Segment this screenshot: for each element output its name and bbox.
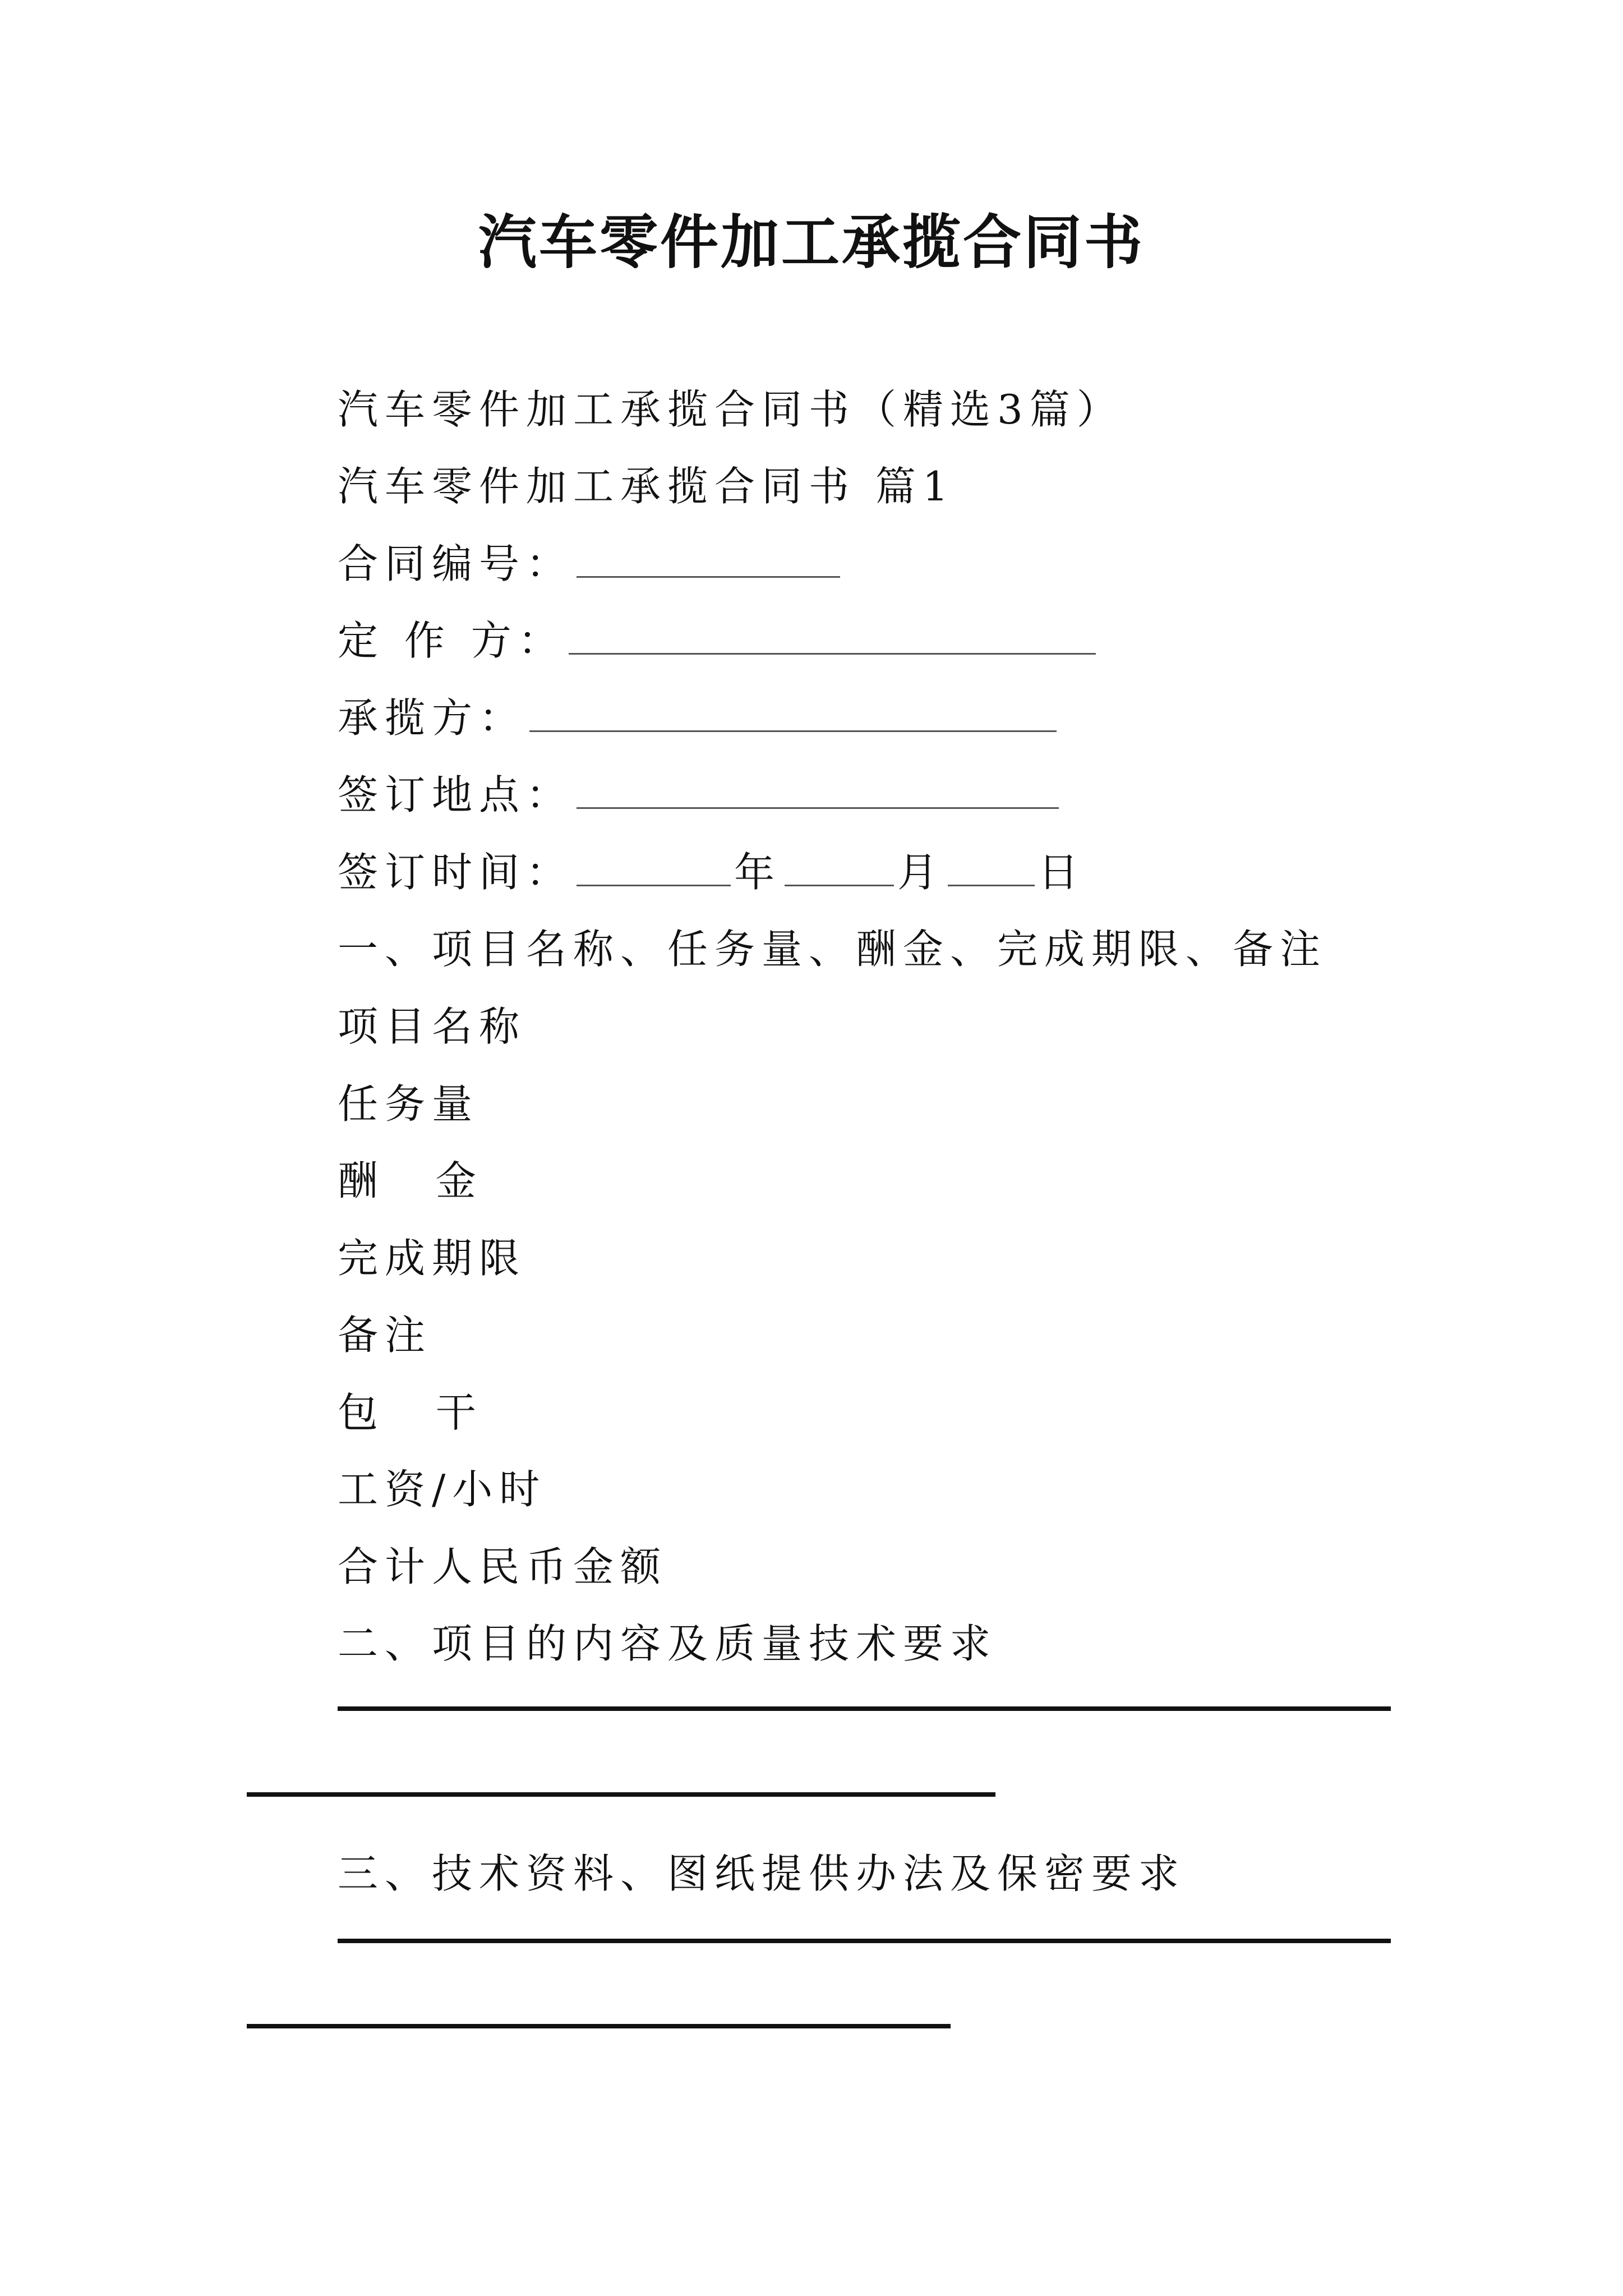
item-total-amount: 合计人民币金额: [338, 1543, 668, 1590]
part-heading: 汽车零件加工承揽合同书 篇1: [338, 463, 955, 510]
month-blank: [785, 853, 894, 886]
contractor-row: [338, 690, 1060, 746]
signing-place-row: [338, 767, 1062, 823]
day-blank: [948, 853, 1035, 886]
section-3-answer-line-2: [247, 2024, 951, 2028]
ordering-party-row: [338, 613, 1099, 669]
section-2-heading: 二、项目的内容及质量技术要求: [338, 1620, 998, 1667]
contract-number-blank: [577, 545, 840, 578]
document-subtitle: 汽车零件加工承揽合同书（精选3篇）: [338, 386, 1124, 433]
item-remarks: 备注: [338, 1312, 432, 1359]
contract-number-row: [338, 536, 843, 592]
signing-place-blank: [577, 776, 1059, 809]
signing-place-label: 签订地点：: [338, 771, 574, 818]
item-lump-sum: 包 干: [338, 1389, 499, 1436]
section-2-answer-line-1: [338, 1706, 1391, 1711]
month-label: 月: [897, 849, 945, 896]
day-label: 日: [1038, 849, 1086, 896]
item-hourly-wage: 工资/小时: [338, 1466, 547, 1513]
contract-number-label: 合同编号：: [338, 540, 574, 587]
item-project-name: 项目名称: [338, 1003, 527, 1050]
item-deadline: 完成期限: [338, 1235, 527, 1282]
ordering-party-blank: [569, 622, 1096, 655]
year-label: 年: [734, 849, 782, 896]
contractor-blank: [529, 699, 1057, 732]
section-3-heading: 三、技术资料、图纸提供办法及保密要求: [338, 1850, 1186, 1897]
year-blank: [577, 853, 731, 886]
section-1-heading: 一、项目名称、任务量、酬金、完成期限、备注: [338, 926, 1327, 973]
item-task-volume: 任务量: [338, 1080, 479, 1128]
ordering-party-label: 定 作 方：: [338, 617, 565, 664]
document-title: 汽车零件加工承揽合同书: [478, 208, 1145, 277]
section-3-answer-line-1: [338, 1939, 1391, 1943]
contractor-label: 承揽方：: [338, 694, 527, 742]
signing-time-label: 签订时间：: [338, 849, 574, 896]
signing-time-row: [338, 844, 1085, 900]
item-remuneration: 酬 金: [338, 1157, 499, 1204]
section-2-answer-line-2: [247, 1792, 995, 1797]
